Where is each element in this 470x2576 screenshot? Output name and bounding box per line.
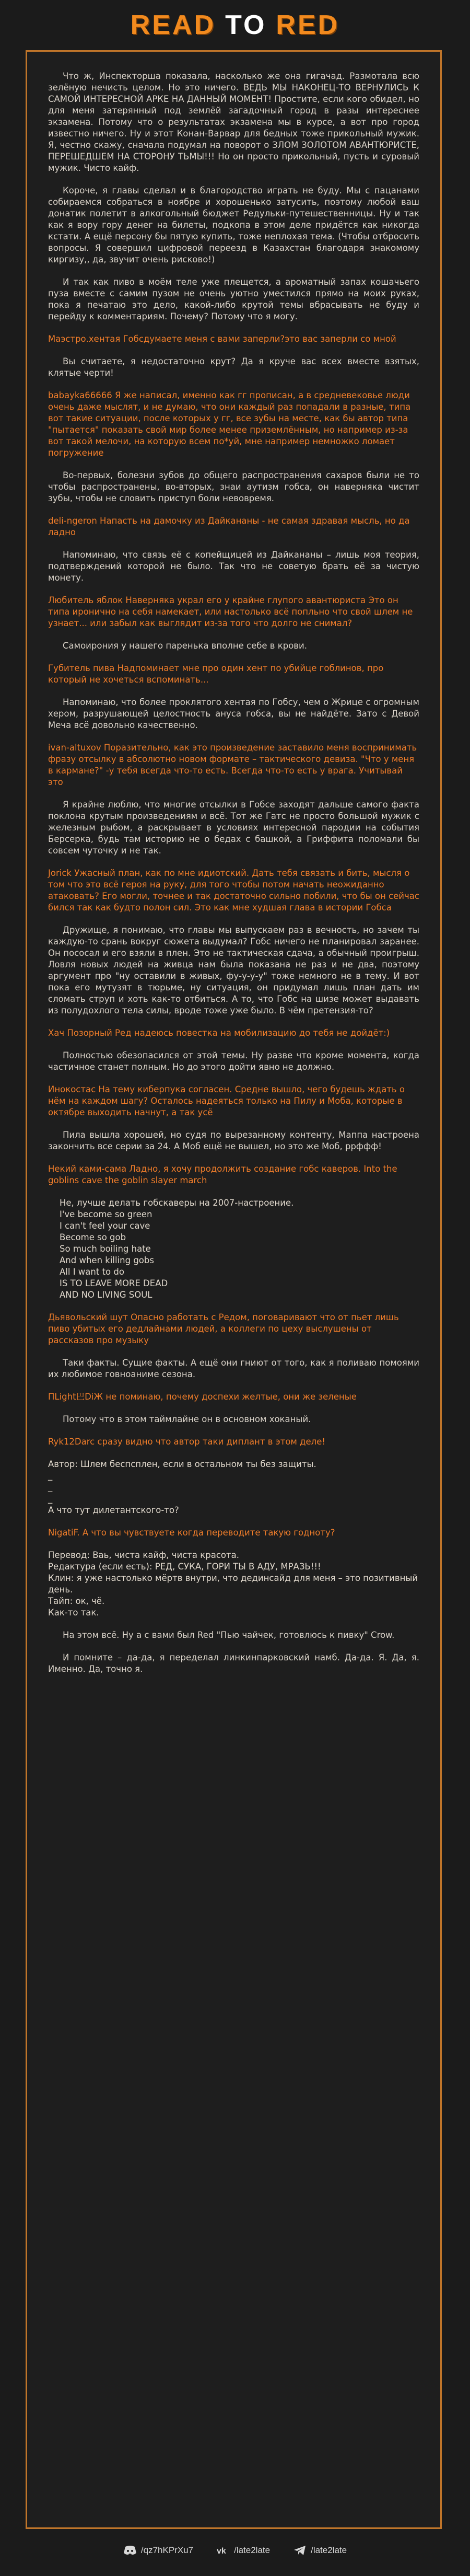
narration-paragraph: Дружище, я понимаю, что главы мы выпускаем раз в вечность, но зачем ты каждую-то срань вокруг сюжета выдумал? Гобс ничего не планировал заранее. Он пососал и его взяли в плен. Это не тактическая сдача, а обычный проигрыш. Ловля новых людей на живца нам была показана не раз и не два, поэтому аргумент про "ну оставили в живых, фу-у-у-у" тоже немного не в тему. И вот пока его мутузят в тюрьме, ну ситуация, он придумал лишь план дать им сломать струп и хоть как-то отбиться. А то, что Гобс на шизе может выдавать из полудохлого тела силы, вроде тоже уже было. В чём претензия-то? bbox=[48, 925, 419, 1015]
text-line: _ bbox=[48, 1494, 53, 1504]
svg-text:vk: vk bbox=[217, 2547, 226, 2556]
text-line: Автор: Шлем беспсплен, если в остальном ты без защиты. bbox=[48, 1459, 316, 1469]
reader-comment: Ryk12Darc сразу видно что автор таки диплант в этом деле! bbox=[48, 1437, 325, 1447]
narration-paragraph: Полностью обезопасился от этой темы. Ну разве что кроме момента, когда частичное станет полным. Но до этого дойти явно не должно. bbox=[48, 1050, 419, 1072]
reader-comment: babayka66666 Я же написал, именно как гг прописан, а в средневековье люди очень даже мыслят, и не думаю, что они каждый раз попадали в разные, типа вот такие ситуации, после которых у гг, все зубы на месте, как бы автор типа "пытается" показать свой мир более менее приземлённым, но например из-за вот такой мелочи, на которую всем по*уй, мне например немножко ломает погружение bbox=[48, 390, 411, 458]
text-line: _ bbox=[48, 1471, 53, 1481]
narration-paragraph: Вы считаете, я недостаточно крут? Да я круче вас всех вместе взятых, клятые черти! bbox=[48, 356, 419, 378]
text-line: Как-то так. bbox=[48, 1608, 99, 1618]
text-line: I can't feel your cave bbox=[60, 1221, 150, 1231]
text-line: I've become so green bbox=[60, 1209, 152, 1219]
site-logo bbox=[0, 0, 470, 50]
logo-word-red: RED bbox=[276, 10, 340, 40]
text-line: Клин: я уже настолько мёртв внутри, что дединсайд для меня – это позитивный день. bbox=[48, 1573, 418, 1595]
text-line: All I want to do bbox=[60, 1267, 124, 1277]
reader-comment: Любитель яблок Наверняка украл его у крайне глупого авантюриста Это он типа иронично на себя намекает, или настолько всё попльно что свой шлем не узнает... или забыл как выглядит из-за того что долго не снимал? bbox=[48, 595, 413, 628]
telegram-link[interactable] bbox=[293, 2545, 347, 2556]
discord-icon bbox=[123, 2545, 137, 2556]
poem-block bbox=[60, 1197, 419, 1301]
narration-paragraph: Потому что в этом таймлайне он в основном хоканый. bbox=[63, 1414, 311, 1424]
reader-comment: ПLight巴DiЖ не поминаю, почему доспехи желтые, они же зеленые bbox=[48, 1392, 357, 1402]
narration-paragraph: И так как пиво в моём теле уже плещется, а ароматный запах кошачьего пуза вместе с самим пузом не очень уютно уместился прямо на моих руках, пока я печатаю это дело, какой-либо крутой темы вбрасывать не буду и перейду к комментариям. Почему? Потому что я могу. bbox=[48, 277, 419, 321]
reader-comment: Хач Позорный Ред надеюсь повестка на мобилизацию до тебя не дойдёт:) bbox=[48, 1028, 390, 1038]
logo-word-to: TO bbox=[225, 10, 267, 40]
discord-link[interactable] bbox=[123, 2545, 193, 2556]
footer-links bbox=[0, 2537, 470, 2563]
reader-comment: Jorick Ужасный план, как по мне идиотский. Дать тебя связать и бить, мысля о том что это всё героя на руку, для того чтобы потом начать неожиданно атаковать? Его могли, точнее и так достаточно сильно побили, что бы он сейчас бился так как будто полон сил. Это как мне худшая глава в истории Гобса bbox=[48, 868, 419, 912]
narration-paragraph: Что ж, Инспекторша показала, насколько же она гигачад. Размотала всю зелёную нечисть целом. Но это ничего. ВЕДЬ МЫ НАКОНЕЦ-ТО ВЕРНУЛИСЬ К САМОЙ ИНТЕРЕСНОЙ АРКЕ НА ДАННЫЙ МОМЕНТ! Простите, если кого обидел, но для меня затерянный под землёй загадочный город в разы интереснее экзамена. Потому что о результатах экзамена мы в курсе, а вот про город известно ничего. Ну и этот Конан-Варвар для бедных тоже прикольный мужик. Я, честно скажу, сначала подумал на поворот о ЗЛОМ ЗОЛОТОМ АВАНТЮРИСТЕ, ПЕРЕШЕДШЕМ НА СТОРОНУ ТЬМЫ!!! Но он просто прикольный, пусть и суровый мужик. Чисто кайф. bbox=[48, 71, 419, 173]
vk-link[interactable] bbox=[216, 2545, 270, 2556]
text-line: Редактура (если есть): РЕД, СУКА, ГОРИ ТЫ В АДУ, МРАЗЬ!!! bbox=[48, 1562, 321, 1572]
narration-paragraph: На этом всё. Ну а с вами был Red "Пью чайчек, готовлюсь к пивку" Crow. bbox=[63, 1630, 395, 1640]
text-line: Become so gob bbox=[60, 1232, 126, 1242]
post-body bbox=[26, 50, 442, 2529]
narration-paragraph: И помните – да-да, я переделал линкинпарковский намб. Да-да. Я. Да, я. Именно. Да, точно я. bbox=[48, 1653, 419, 1674]
reader-comment: Маэстро.хентая Гобсдумаете меня с вами заперли?это вас заперли со мной bbox=[48, 334, 396, 344]
text-line: So much boiling hate bbox=[60, 1244, 151, 1254]
vk-icon bbox=[216, 2545, 230, 2556]
text-line: Перевод: Ваь, чиста кайф, чиста красота. bbox=[48, 1550, 239, 1560]
narration-paragraph: Таки факты. Сущие факты. А ещё они гниют от того, как я поливаю помоями их любимое говноаниме сезона. bbox=[48, 1358, 419, 1379]
dialogue-block bbox=[48, 1459, 419, 1516]
telegram-label: /late2late bbox=[311, 2545, 347, 2555]
narration-paragraph: Напоминаю, что более проклятого хентая по Гобсу, чем о Жрице с огромным хером, разрушающей целостность ануса гобса, вы не найдёте. Зато с Девой Меча всё довольно качественно. bbox=[48, 697, 419, 730]
narration-paragraph: Во-первых, болезни зубов до общего распространения сахаров были не то чтобы распространены, во-вторых, знаи аутизм гобса, он наверняка чистит зубы, чтобы не словить приступ боли невовремя. bbox=[48, 470, 419, 503]
narration-paragraph: Пила вышла хорошей, но судя по вырезанному контенту, Маппа настроена закончить все серии за 24. А Моб ещё не вышел, но это же Моб, ррффф! bbox=[48, 1130, 419, 1151]
logo-word-read: READ bbox=[130, 10, 216, 40]
text-line: _ bbox=[48, 1482, 53, 1492]
reader-comment: Дьявольский шут Опасно работать с Редом, поговаривают что от пьет лишь пиво убитых его дедлайнами людей, а коллеги по цеху выслушены от рассказов про музыку bbox=[48, 1312, 399, 1345]
discord-label: /qz7hKPrXu7 bbox=[140, 2545, 194, 2555]
text-line: Не, лучше делать гобскаверы на 2007-настроение. bbox=[60, 1198, 294, 1208]
reader-comment: Губитель пива Надпоминает мне про один хент по убийце гоблинов, про который не хочеться вспоминать... bbox=[48, 663, 384, 685]
vk-label: /late2late bbox=[234, 2545, 271, 2555]
text-line: IS TO LEAVE MORE DEAD bbox=[60, 1278, 168, 1288]
narration-paragraph: Напоминаю, что связь её с копейщицей из Дайкананы – лишь моя теория, подтверждений которой не было. Так что не советую брать её за чистую монету. bbox=[48, 550, 419, 583]
text-line: Тайп: ок, чё. bbox=[48, 1596, 105, 1606]
text-line: А что тут дилетантского-то? bbox=[48, 1505, 179, 1515]
reader-comment: ivan-altuxov Поразительно, как это произведение заставило меня воспринимать фразу отсылку в абсолютно новом формате – тактического девиза. "Что у меня в кармане?" -у тебя всегда что-то есть. Всегда что-то есть у врага. Учитывай это bbox=[48, 743, 417, 787]
reader-comment: NigatiF. А что вы чувствуете когда переводите такую годноту? bbox=[48, 1528, 335, 1538]
reader-comment: deli-ngeron Напасть на дамочку из Дайкананы - не самая здравая мысль, но да ладно bbox=[48, 516, 410, 537]
text-line: And when killing gobs bbox=[60, 1255, 154, 1265]
dialogue-block bbox=[48, 1550, 419, 1619]
telegram-icon bbox=[293, 2545, 307, 2556]
text-line: AND NO LIVING SOUL bbox=[60, 1290, 152, 1300]
narration-paragraph: Самоирония у нашего паренька вполне себе в крови. bbox=[63, 641, 308, 651]
narration-paragraph: Я крайне люблю, что многие отсылки в Гобсе заходят дальше самого факта поклона крутым произведениям и всё. Тот же Гатс не просто большой мужик с железным рыбом, а раскрывает в условиях интересной пародии на события Берсерка, будь там историю не о бедах с башкой, а Гриффита поломали бы совсем чуточку и не так. bbox=[48, 800, 419, 856]
narration-paragraph: Короче, я главы сделал и в благородство играть не буду. Мы с пацанами собираемся собраться в ноябре и хорошенько затусить, поэтому любой ваш донатик полетит в алкогольный бюджет Редульки-путешественницы. Ну и так как я вору гору денег на билеты, подкопа в этом деле придётся как никогда кстати. А ещё персону бы пятую купить, тоже неплохая тема. (Чтобы отбросить вопросы. Я совершил цифровой переезд в Казахстан благодаря знакомому киргизу,, да, звучит очень рисково!) bbox=[48, 186, 419, 264]
reader-comment: Инокостас На тему киберпука согласен. Средне вышло, чего будешь ждать о нём на каждом шагу? Осталось надеяться только на Пилу и Моба, которые в октябре выходить начнут, а так усё bbox=[48, 1084, 405, 1117]
reader-comment: Некий ками-сама Ладно, я хочу продолжить создание гобс каверов. Into the goblins cave the goblin slayer march bbox=[48, 1164, 397, 1185]
